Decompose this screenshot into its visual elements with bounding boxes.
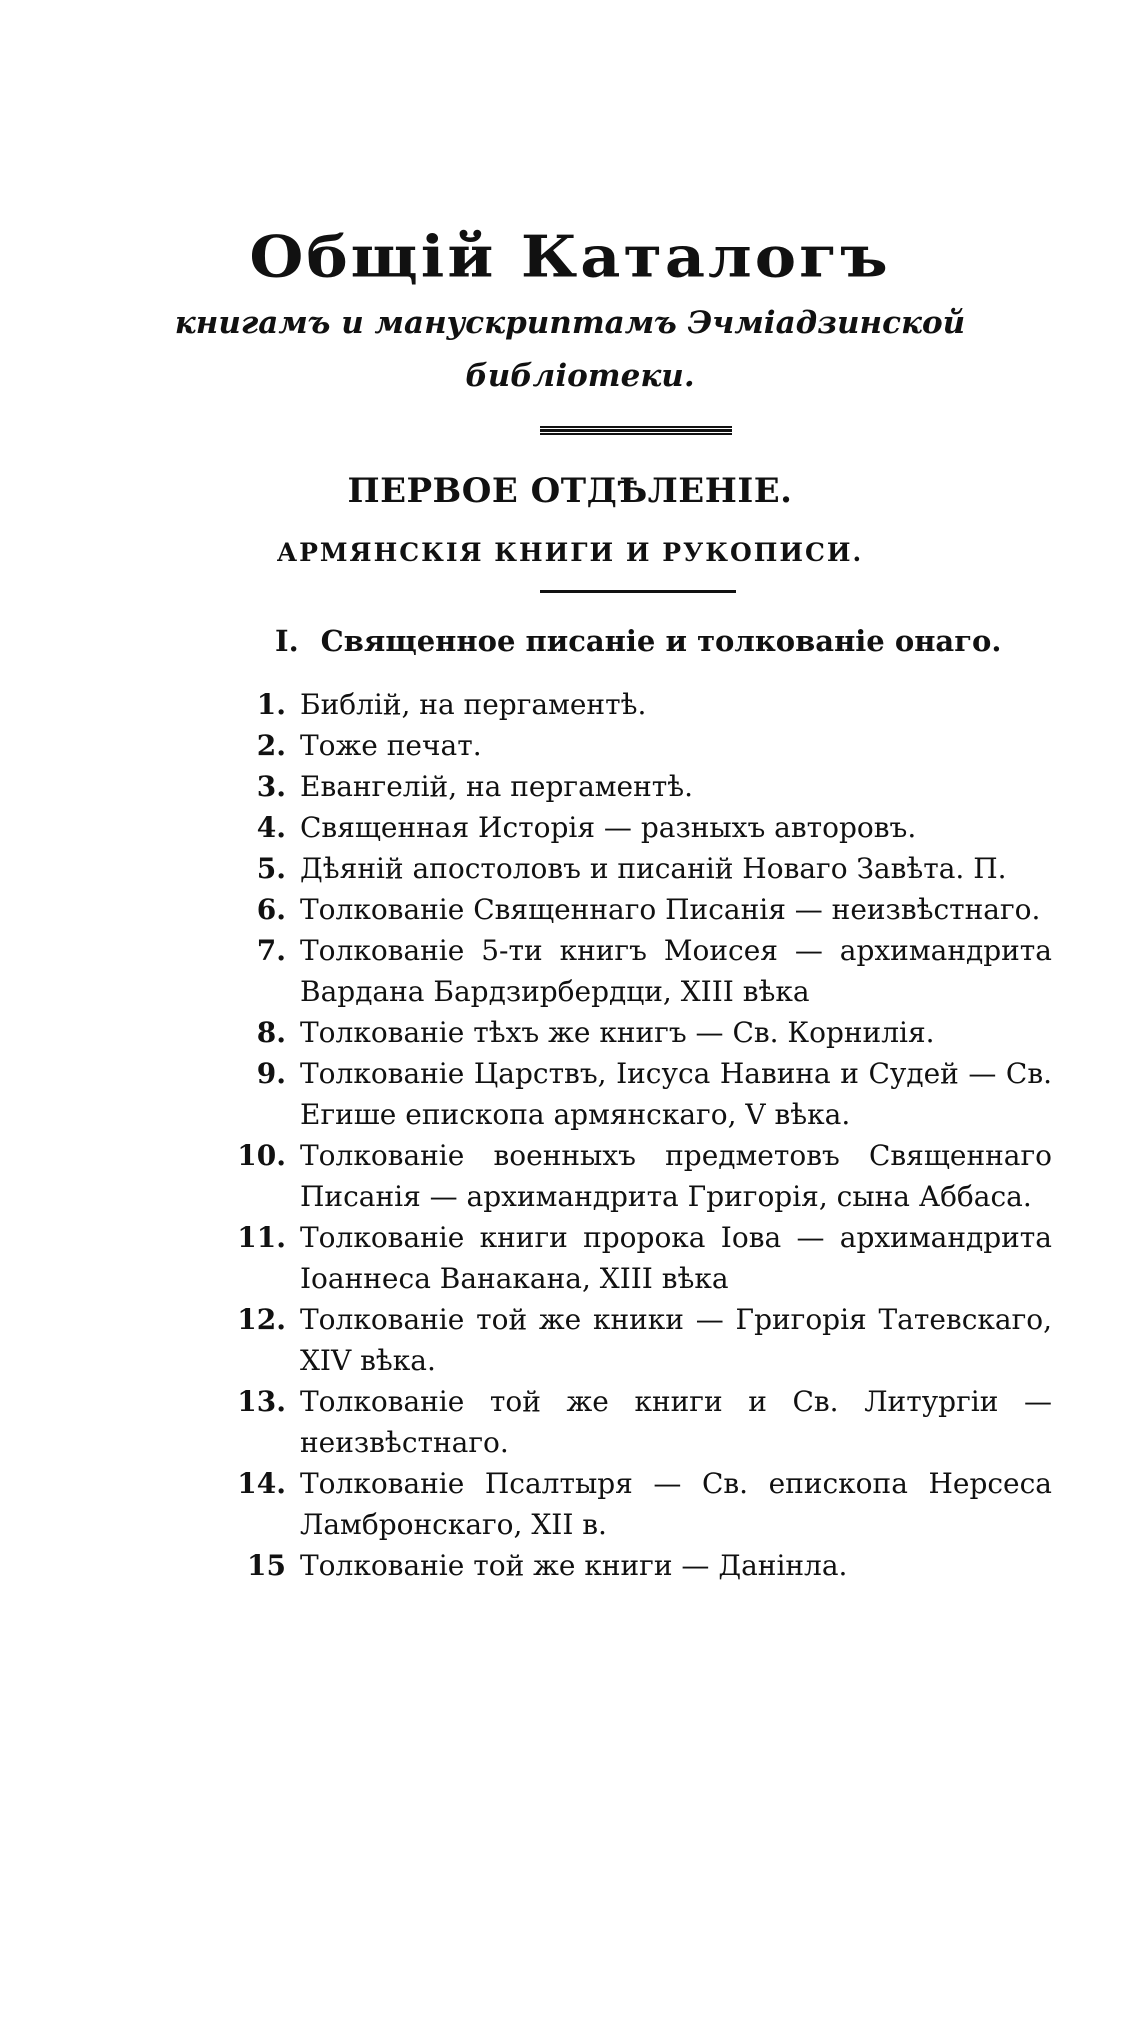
catalog-entry bbox=[200, 889, 1060, 930]
entry-number: 6. bbox=[256, 893, 286, 926]
catalog-entry bbox=[200, 807, 1060, 848]
catalog-entries bbox=[200, 684, 1060, 1586]
entry-text: Толкованіе 5-ти книгъ Моисея — архимандрита Вардана Бардзирбердци, XIII вѣка bbox=[300, 934, 1052, 1008]
entry-number: 11. bbox=[237, 1221, 286, 1254]
catalog-entry bbox=[200, 848, 1060, 889]
catalog-entry bbox=[200, 1299, 1060, 1381]
entry-text: Толкованіе военныхъ предметовъ Священнаго Писанія — архимандрита Григорія, сына Аббаса. bbox=[300, 1139, 1052, 1213]
entry-number: 3. bbox=[256, 770, 286, 803]
entry-text: Толкованіе Царствъ, Іисуса Навина и Судей — Св. Егише епископа армянскаго, V вѣка. bbox=[300, 1057, 1052, 1131]
entry-number: 15 bbox=[247, 1549, 286, 1582]
catalog-entry bbox=[200, 1545, 1060, 1586]
catalog-entry bbox=[200, 1012, 1060, 1053]
entry-number: 2. bbox=[256, 729, 286, 762]
catalog-entry bbox=[200, 1135, 1060, 1217]
section-subtitle: АРМЯНСКІЯ КНИГИ И РУКОПИСИ. bbox=[276, 538, 864, 567]
entry-text: Дѣяній апостоловъ и писаній Новаго Завѣта. П. bbox=[300, 852, 1007, 885]
entry-text: Священная Исторія — разныхъ авторовъ. bbox=[300, 811, 917, 844]
catalog-entry bbox=[200, 684, 1060, 725]
catalog-entry bbox=[200, 1217, 1060, 1299]
entry-number: 9. bbox=[256, 1057, 286, 1090]
catalog-entry bbox=[200, 1463, 1060, 1545]
subsection-number: I. bbox=[275, 624, 299, 658]
entry-text: Толкованіе книги пророка Іова — архимандрита Іоаннеса Ванакана, XIII вѣка bbox=[300, 1221, 1052, 1295]
entry-number: 8. bbox=[256, 1016, 286, 1049]
entry-number: 7. bbox=[256, 934, 286, 967]
subsection-title: Священное писаніе и толкованіе онаго. bbox=[320, 624, 1002, 658]
entry-text: Библій, на пергаментѣ. bbox=[300, 688, 647, 721]
entry-text: Толкованіе тѣхъ же книгъ — Св. Корнилія. bbox=[300, 1016, 935, 1049]
catalog-entry bbox=[200, 725, 1060, 766]
entry-text: Толкованіе Псалтыря — Св. епископа Нерсеса Ламбронскаго, XII в. bbox=[300, 1467, 1052, 1541]
entry-number: 13. bbox=[237, 1385, 286, 1418]
page-title: Общій Каталогъ bbox=[249, 222, 891, 291]
catalog-entry bbox=[200, 766, 1060, 807]
entry-number: 5. bbox=[256, 852, 286, 885]
page-subtitle-line-2: библіотеки. bbox=[465, 358, 695, 394]
entry-number: 10. bbox=[237, 1139, 286, 1172]
entry-number: 4. bbox=[256, 811, 286, 844]
entry-text: Толкованіе Священнаго Писанія — неизвѣстнаго. bbox=[300, 893, 1041, 926]
entry-text: Толкованіе той же книги и Св. Литургіи — неизвѣстнаго. bbox=[300, 1385, 1052, 1459]
catalog-entry bbox=[200, 1053, 1060, 1135]
entry-text: Толкованіе той же кники — Григорія Татевскаго, XIV вѣка. bbox=[300, 1303, 1052, 1377]
entry-text: Тоже печат. bbox=[300, 729, 482, 762]
entry-number: 1. bbox=[256, 688, 286, 721]
catalog-entry bbox=[200, 930, 1060, 1012]
section-title: ПЕРВОЕ ОТДѢЛЕНІЕ. bbox=[347, 471, 793, 511]
subsection-heading bbox=[275, 622, 1001, 660]
catalog-entry bbox=[200, 1381, 1060, 1463]
title-divider bbox=[540, 426, 732, 435]
entry-number: 14. bbox=[237, 1467, 286, 1500]
entry-number: 12. bbox=[237, 1303, 286, 1336]
section-divider bbox=[540, 590, 736, 593]
page-blank-area bbox=[0, 1600, 1140, 2019]
entry-text: Толкованіе той же книги — Данінла. bbox=[300, 1549, 848, 1582]
entry-text: Евангелій, на пергаментѣ. bbox=[300, 770, 694, 803]
page-subtitle-line-1: книгамъ и манускриптамъ Эчміадзинской bbox=[174, 305, 966, 341]
